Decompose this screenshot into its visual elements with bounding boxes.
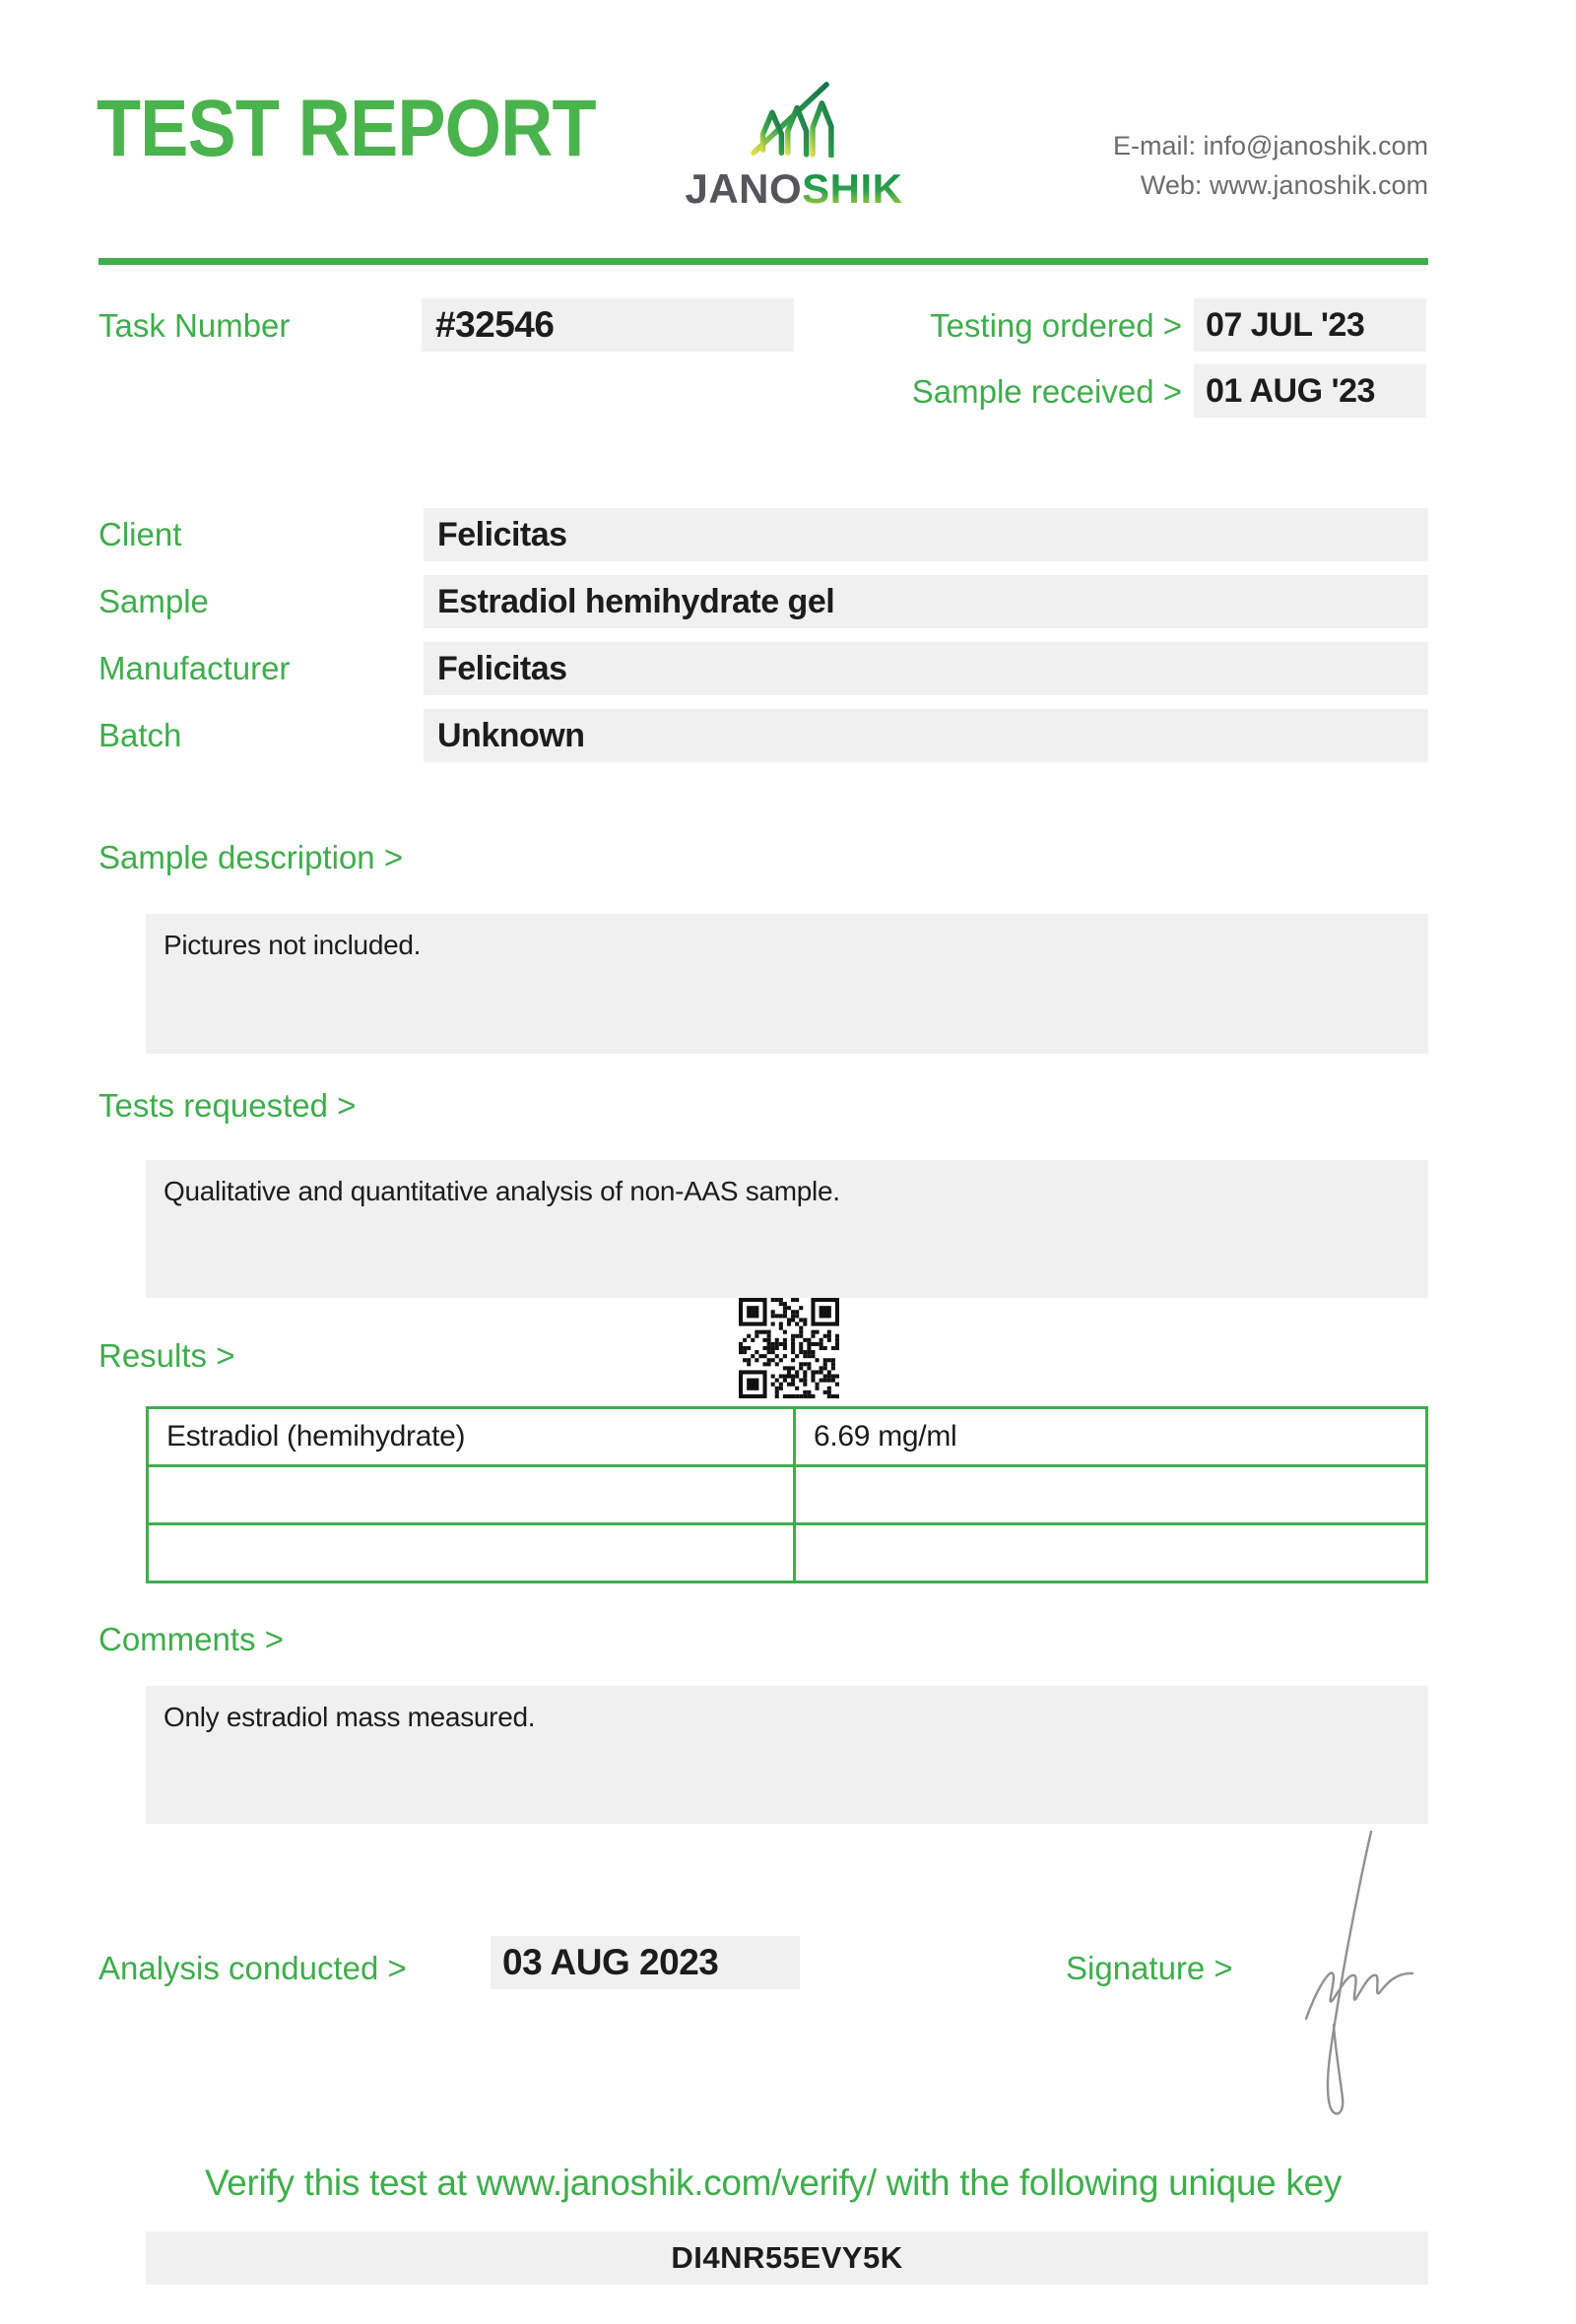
janoshik-logo [683,77,905,213]
result-analyte-cell [149,1525,796,1581]
sample-received-date: 01 AUG '23 [1206,371,1375,410]
task-number-value: #32546 [435,304,555,345]
analysis-date-box [491,1936,800,1989]
table-row [149,1522,1425,1581]
client-value-box [424,508,1428,561]
info-row-batch [98,709,1428,762]
verify-key: DI4NR55EVY5K [671,2240,903,2275]
client-value: Felicitas [437,515,567,553]
comments-text: Only estradiol mass measured. [164,1702,536,1732]
task-number-label: Task Number [98,307,291,344]
tests-requested-text: Qualitative and quantitative analysis of non-AAS sample. [164,1176,840,1206]
sample-value-box [424,575,1428,628]
logo-jano: JANO [685,165,803,212]
logo-shik: SHIK [802,165,903,212]
testing-ordered-label: Testing ordered > [930,307,1182,344]
signature-label: Signature > [1066,1950,1233,1986]
verify-instruction: Verify this test at www.janoshik.com/verify/ with the following unique key [204,2163,1343,2203]
sample-received-label: Sample received > [911,373,1182,410]
sample-value: Estradiol hemihydrate gel [437,582,835,620]
comments-heading: Comments > [98,1621,284,1657]
sample-info-list [98,508,1428,776]
tests-requested-box [146,1160,1428,1298]
logo-wordmark [683,165,905,213]
result-analyte-cell [149,1467,796,1522]
table-row [149,1464,1425,1522]
tests-requested-heading: Tests requested > [98,1087,357,1124]
info-row-client [98,508,1428,561]
result-value-cell: 6.69 mg/ml [814,1420,957,1452]
contact-block [1113,126,1428,205]
sample-description-text: Pictures not included. [164,930,422,960]
client-label: Client [98,516,182,552]
result-analyte-cell: Estradiol (hemihydrate) [149,1409,796,1464]
batch-value: Unknown [437,716,585,754]
info-row-manufacturer [98,642,1428,695]
testing-ordered-date: 07 JUL '23 [1206,305,1365,344]
manufacturer-label: Manufacturer [98,650,291,686]
result-value-cell [796,1525,1425,1581]
batch-label: Batch [98,717,182,753]
page-title: TEST REPORT [97,84,596,173]
sample-label: Sample [98,583,209,619]
analysis-date: 03 AUG 2023 [502,1942,719,1982]
verify-key-box [146,2231,1428,2285]
header-divider [98,258,1428,265]
sample-received-box [1194,364,1426,418]
testing-ordered-box [1194,298,1426,352]
analysis-conducted-label: Analysis conducted > [98,1950,407,1986]
manufacturer-value-box [424,642,1428,695]
qr-code [739,1298,839,1398]
sample-description-box [146,914,1428,1054]
results-table [146,1406,1428,1583]
chart-growth-icon [747,77,841,158]
result-value-cell [796,1467,1425,1522]
table-row [149,1409,1425,1464]
results-heading: Results > [98,1337,235,1374]
contact-email: E-mail: info@janoshik.com [1112,131,1428,161]
comments-box [146,1686,1428,1824]
handwritten-signature [1277,1824,1434,2129]
batch-value-box [424,709,1428,762]
contact-web: Web: www.janoshik.com [1140,170,1428,200]
manufacturer-value: Felicitas [437,649,567,687]
info-row-sample [98,575,1428,628]
sample-description-heading: Sample description > [98,839,404,875]
task-number-box [422,298,794,352]
